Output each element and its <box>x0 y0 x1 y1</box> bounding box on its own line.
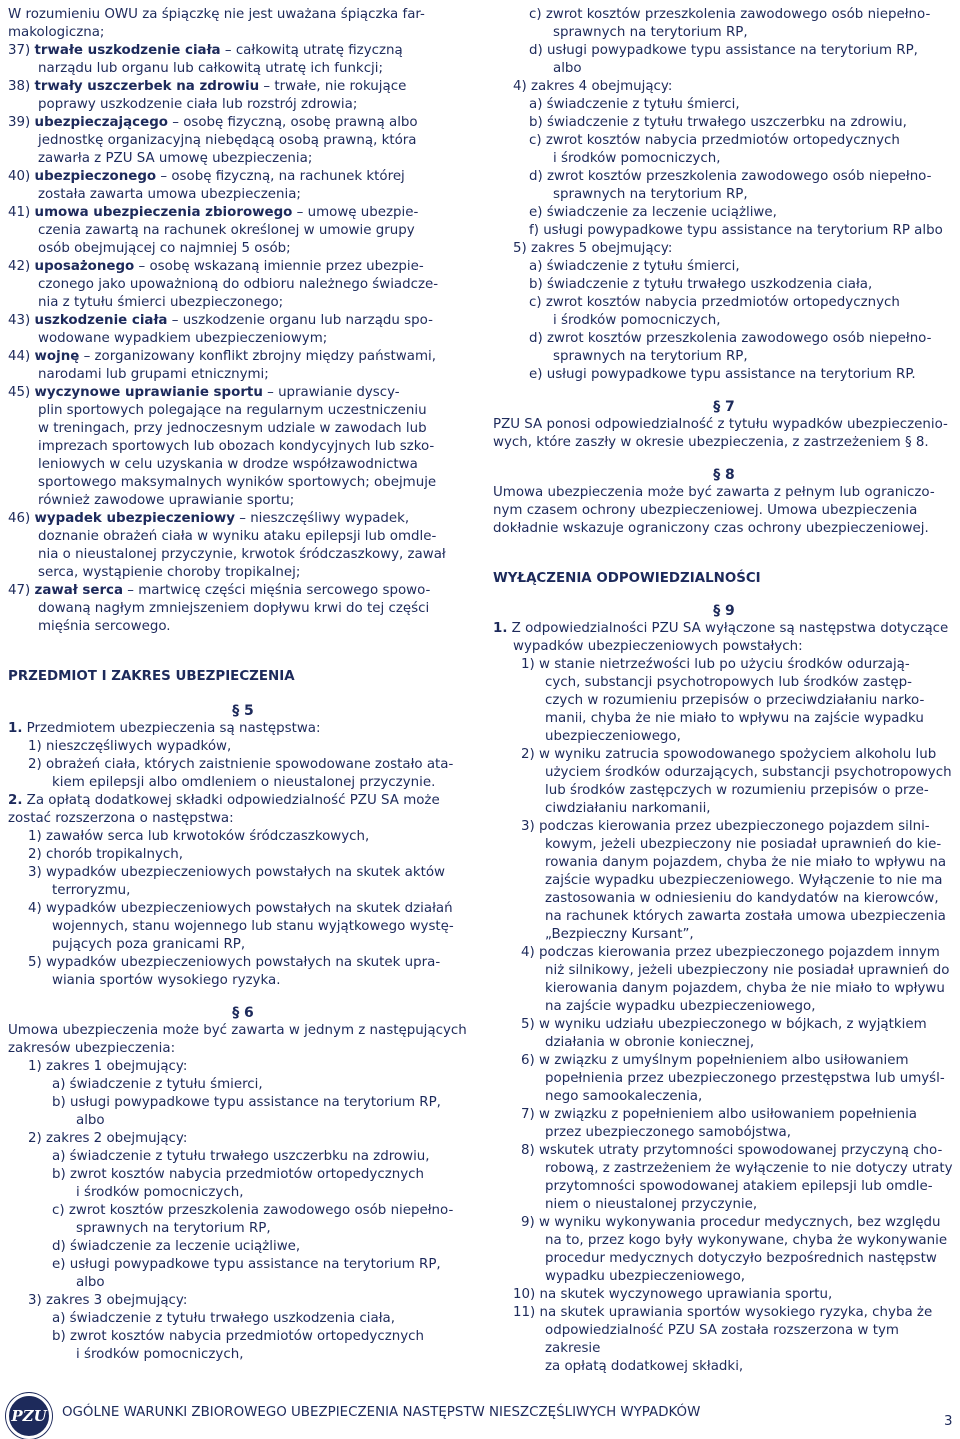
paragraph-9-title: § 9 <box>713 603 735 619</box>
definition-40: 40) ubezpieczonego – osobę fizyczną, na rachunek której została zawarta umowa ubezpieczenia; <box>8 169 405 202</box>
paragraph-7-title: § 7 <box>713 399 735 415</box>
scope-5: 5) zakres 5 obejmujący: a) świadczenie z tytułu śmierci, b) świadczenie z tytułu trwałego uszkodzenia ciała, c) zwrot kosztów nabycia przedmiotów ortopedycznych i środków pomocniczych, d) zwrot kosztów przeszkolenia zawodowego osób niepełno- sprawnych na terytorium RP, e) usługi powypadkowe typu assistance na terytorium RP. <box>513 241 932 382</box>
footer-title: OGÓLNE WARUNKI ZBIOROWEGO UBEZPIECZENIA NASTĘPSTW NIESZCZĘŚLIWYCH WYPADKÓW <box>62 1405 701 1420</box>
paragraph-5-point-1: 1. Przedmiotem ubezpieczenia są następstwa: 1) nieszczęśliwych wypadków, 2) obrażeń ciała, których zaistnienie spowodowane zostało ata- kiem epilepsji albo omdleniem o nieustalonej przyczynie. <box>8 721 454 790</box>
definition-37: 37) trwałe uszkodzenie ciała – całkowitą utratę fizyczną narządu lub organu lub całkowitą utratę ich funkcji; <box>8 43 403 76</box>
paragraph-8-body: Umowa ubezpieczenia może być zawarta z pełnym lub ograniczo- nym czasem ochrony ubezpieczeniowej. Umowa ubezpieczenia dokładnie wskazuje ograniczony czas ochrony ubezpieczeniowej. <box>493 485 935 536</box>
right-column <box>493 6 955 1376</box>
definition-38: 38) trwały uszczerbek na zdrowiu – trwałe, nie rokujące poprawy uszkodzenie ciała lub rozstrój zdrowia; <box>8 79 407 112</box>
definition-42: 42) uposażonego – osobę wskazaną imiennie przez ubezpie- czonego jako upoważnioną do odbioru należnego świadcze- nia z tytułu śmierci ubezpieczonego; <box>8 259 439 310</box>
intro-paragraph: W rozumieniu OWU za śpiączkę nie jest uważana śpiączka far- makologiczna; <box>8 7 425 40</box>
left-column <box>8 6 478 1364</box>
definition-46: 46) wypadek ubezpieczeniowy – nieszczęśliwy wypadek, doznanie obrażeń ciała w wyniku ataku epilepsji lub omdle- nia o nieustalonej przyczynie, krwotok śródczaszkowy, zawał serca, wystąpienie choroby tropikalnej; <box>8 511 446 580</box>
definition-45: 45) wyczynowe uprawianie sportu – uprawianie dyscy- plin sportowych polegające na regularnym uczestniczeniu w treningach, przy jednoczesnym udziale w zawodach lub imprezach sportowych lub obozach kondycyjnych lub szko- leniowych w celu uzyskania w drodze współzawodnictwa sportowego maksymalnych wyników sportowych; obejmuje również zawodowe uprawianie sportu; <box>8 385 437 508</box>
paragraph-9-body: 1. Z odpowiedzialności PZU SA wyłączone są następstwa dotyczące wypadków ubezpieczeniowych powstałych: 1) w stanie nietrzeźwości lub po użyciu środków odurzają- cych, substancji psychotropowych lub środków zastęp- czych w rozumieniu przepisów o przeciwdziałaniu narko- manii, chyba że nie miało to wpływu na zajście wypadku ubezpieczeniowego, 2) w wyniku zatrucia spowodowanego spożyciem alkoholu lub użyciem środków odurzających, substancji psychotropowych lub środków zastępczych w rozumieniu przepisów o prze- ciwdziałaniu narkomanii, 3) podczas kierowania przez ubezpieczonego pojazdem silni- kowym, jeżeli ubezpieczony nie posiadał uprawnień do kie- rowania danym pojazdem, chyba że nie miało to wpływu na zajście wypadku ubezpieczeniowego. Wyłączenie to nie ma zastosowania w odniesieniu do kandydatów na kierowców, na rachunek których zawarta została umowa ubezpieczenia „Bezpieczny Kursant”, 4) podczas kierowania przez ubezpieczonego pojazdem innym niż silnikowy, jeżeli ubezpieczony nie posiadał uprawnień do kierowania danym pojazdem, chyba że nie miało to wpływu na zajście wypadku ubezpieczeniowego, 5) w wyniku udziału ubezpieczonego w bójkach, z wyjątkiem działania w obronie koniecznej, 6) w związku z umyślnym popełnieniem albo usiłowaniem popełnienia przez ubezpieczonego przestępstwa lub umyśl- nego samookaleczenia, 7) w związku z popełnieniem albo usiłowaniem popełnienia przez ubezpieczonego samobójstwa, 8) wskutek utraty przytomności spowodowanej przyczyną cho- robową, z zastrzeżeniem że wyłączenie to nie dotyczy utraty przytomności spowodowanej atakiem epilepsji lub omdle- niem o nieustalonej przyczynie, 9) w wyniku wykonywania procedur medycznych, bez względu na to, przez kogo były wykonywane, chyba że wykonywanie procedur medycznych dotyczyło bezpośrednich następstw wypadku ubezpieczeniowego, 10) na skutek wyczynowego uprawiania sportu, 11) na skutek uprawiania sportów wysokiego ryzyka, chyba że odpowiedzialność PZU SA została rozszerzona w tym zakresie za opłatą dodatkowej składki, <box>493 621 953 1374</box>
definition-39: 39) ubezpieczającego – osobę fizyczną, osobę prawną albo jednostkę organizacyjną niebędącą osobą prawną, która zawarła z PZU SA umowę ubezpieczenia; <box>8 115 418 166</box>
definition-41: 41) umowa ubezpieczenia zbiorowego – umowę ubezpie- czenia zawartą na rachunek określonej w umowie grupy osób obejmującej co najmniej 5 osób; <box>8 205 419 256</box>
paragraph-6-body: Umowa ubezpieczenia może być zawarta w jednym z następujących zakresów ubezpieczenia: 1) zakres 1 obejmujący: a) świadczenie z tytułu śmierci, b) usługi powypadkowe typu assistance na terytorium RP, albo 2) zakres 2 obejmujący: a) świadczenie z tytułu trwałego uszczerbku na zdrowiu, b) zwrot kosztów nabycia przedmiotów ortopedycznych i środków pomocniczych, c) zwrot kosztów przeszkolenia zawodowego osób niepełno- sprawnych na terytorium RP, d) świadczenie za leczenie uciążliwe, e) usługi powypadkowe typu assistance na terytorium RP, albo 3) zakres 3 obejmujący: a) świadczenie z tytułu trwałego uszkodzenia ciała, b) zwrot kosztów nabycia przedmiotów ortopedycznych i środków pomocniczych, <box>8 1023 467 1362</box>
section-heading-subject: PRZEDMIOT I ZAKRES UBEZPIECZENIA <box>8 669 295 684</box>
pzu-logo: PZU <box>6 1393 52 1439</box>
paragraph-5-title: § 5 <box>232 703 254 719</box>
paragraph-5-point-2: 2. Za opłatą dodatkowej składki odpowiedzialność PZU SA może zostać rozszerzona o następstwa: 1) zawałów serca lub krwotoków śródczaszkowych, 2) chorób tropikalnych, 3) wypadków ubezpieczeniowych powstałych na skutek aktów terroryzmu, 4) wypadków ubezpieczeniowych powstałych na skutek działań wojennych, stanu wojennego lub stanu wyjątkowego wystę- pujących poza granicami RP, 5) wypadków ubezpieczeniowych powstałych na skutek upra- wiania sportów wysokiego ryzyka. <box>8 793 454 988</box>
definition-44: 44) wojnę – zorganizowany konflikt zbrojny między państwami, narodami lub grupami etnicznymi; <box>8 349 436 382</box>
scope-3-continued: c) zwrot kosztów przeszkolenia zawodowego osób niepełno- sprawnych na terytorium RP, d) usługi powypadkowe typu assistance na terytorium RP, albo <box>529 7 931 76</box>
definition-43: 43) uszkodzenie ciała – uszkodzenie organu lub narządu spo- wodowane wypadkiem ubezpieczeniowym; <box>8 313 433 346</box>
paragraph-8-title: § 8 <box>713 467 735 483</box>
scope-4: 4) zakres 4 obejmujący: a) świadczenie z tytułu śmierci, b) świadczenie z tytułu trwałego uszczerbku na zdrowiu, c) zwrot kosztów nabycia przedmiotów ortopedycznych i środków pomocniczych, d) zwrot kosztów przeszkolenia zawodowego osób niepełno- sprawnych na terytorium RP, e) świadczenie za leczenie uciążliwe, f) usługi powypadkowe typu assistance na terytorium RP albo <box>513 79 943 238</box>
paragraph-6-title: § 6 <box>232 1005 254 1021</box>
page-number: 3 <box>944 1414 953 1429</box>
section-heading-exclusions: WYŁĄCZENIA ODPOWIEDZIALNOŚCI <box>493 571 761 586</box>
paragraph-7-body: PZU SA ponosi odpowiedzialność z tytułu wypadków ubezpieczenio- wych, które zaszły w okresie ubezpieczenia, z zastrzeżeniem § 8. <box>493 417 948 450</box>
definition-47: 47) zawał serca – martwicę części mięśnia sercowego spowo- dowaną nagłym zmniejszeniem dopływu krwi do tej części mięśnia sercowego. <box>8 583 431 634</box>
